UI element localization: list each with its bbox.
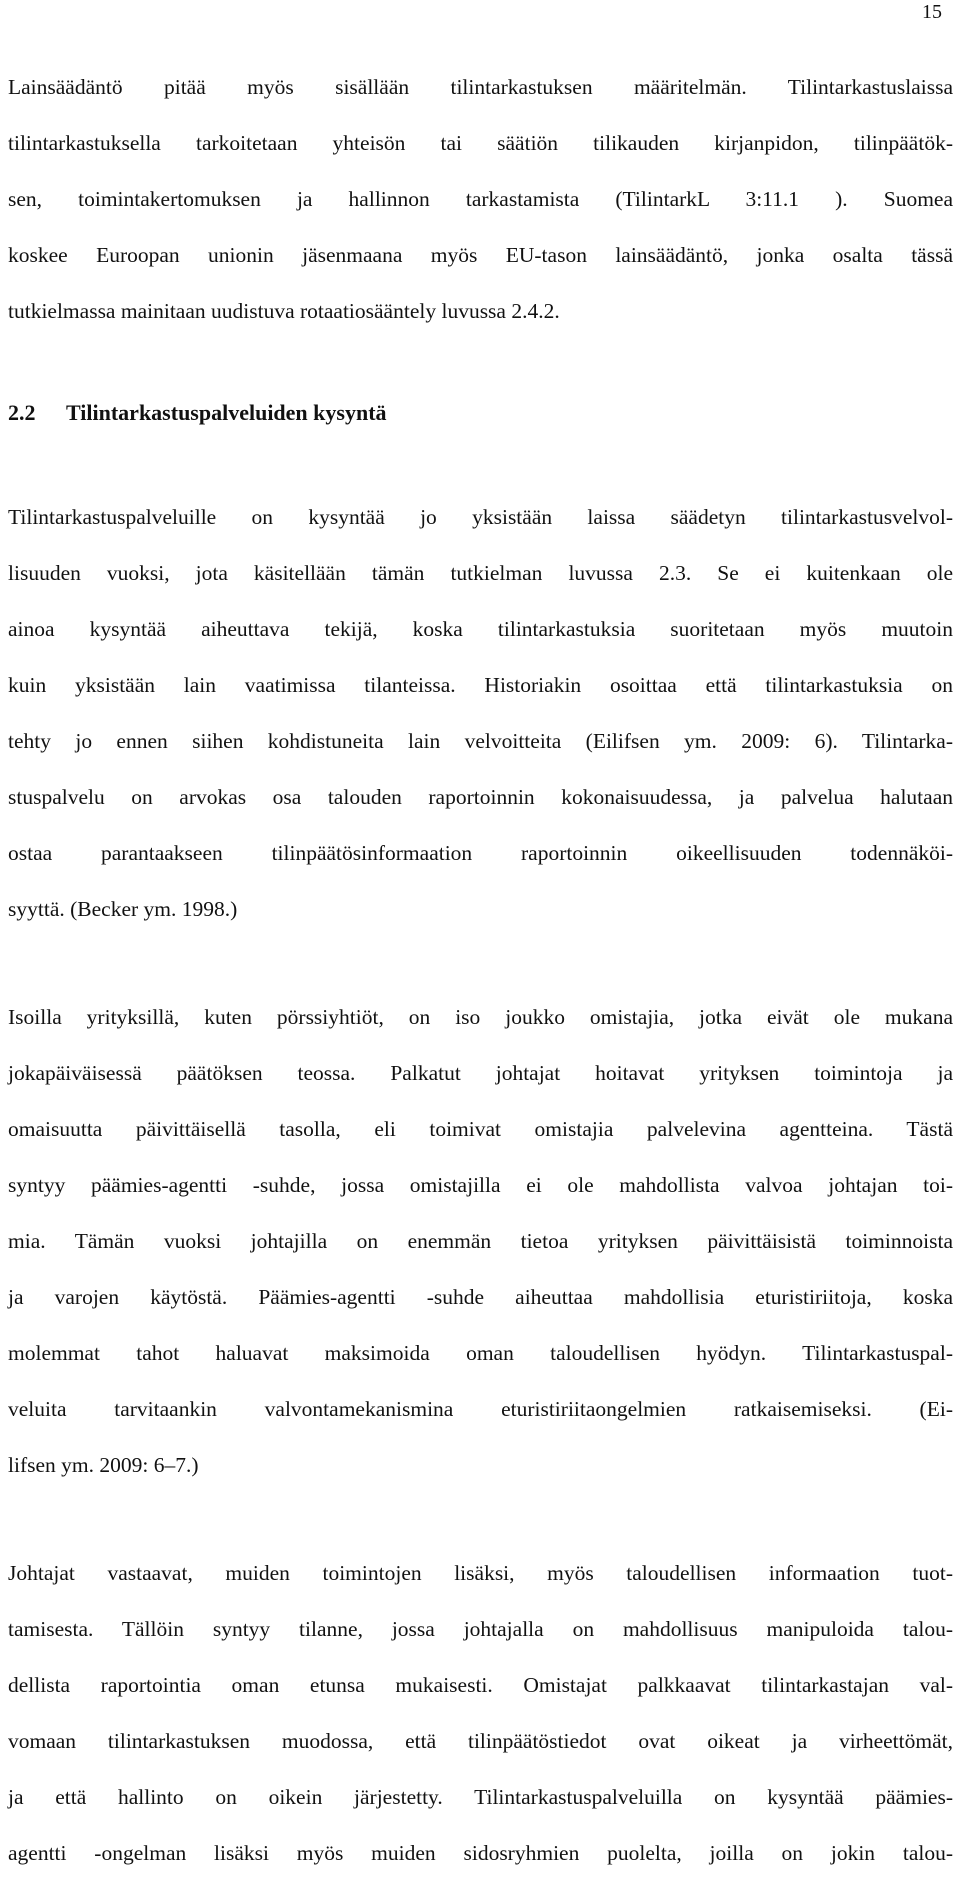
text-line: vomaan tilintarkastuksen muodossa, että tilinpäätöstiedot ovat oikeat ja virheettömät, <box>8 1729 953 1753</box>
paragraph-management-reporting <box>8 1552 953 1888</box>
text-line: ja varojen käytöstä. Päämies-agentti -suhde aiheuttaa mahdollisia eturistiriitoja, koska <box>8 1285 953 1309</box>
section-heading <box>8 392 953 450</box>
text-line: omaisuutta päivittäisellä tasolla, eli toimivat omistajia palvelevina agentteina. Tästä <box>8 1117 953 1141</box>
text-line: ostaa parantaakseen tilinpäätösinformaation raportoinnin oikeellisuuden todennäköi- <box>8 841 953 865</box>
text-line: agentti -ongelman lisäksi myös muiden sidosryhmien puolelta, joilla on jokin talou- <box>8 1841 953 1865</box>
text-line: syyttä. (Becker ym. 1998.) <box>8 897 238 921</box>
text-line: Isoilla yrityksillä, kuten pörssiyhtiöt, on iso joukko omistajia, jotka eivät ole mukana <box>8 1005 953 1029</box>
section-number: 2.2 <box>8 400 36 425</box>
text-line: mia. Tämän vuoksi johtajilla on enemmän tietoa yrityksen päivittäisistä toiminnoista <box>8 1229 953 1253</box>
text-line: veluita tarvitaankin valvontamekanismina eturistiriitaongelmien ratkaisemiseksi. (Ei- <box>8 1397 953 1421</box>
text-line: Lainsäädäntö pitää myös sisällään tilintarkastuksen määritelmän. Tilintarkastuslaissa <box>8 75 953 99</box>
text-line: Tilintarkastuspalveluille on kysyntää jo yksistään laissa säädetyn tilintarkastusvelvol- <box>8 505 953 529</box>
text-line: Johtajat vastaavat, muiden toimintojen lisäksi, myös taloudellisen informaation tuot- <box>8 1561 953 1585</box>
text-line: syntyy päämies-agentti -suhde, jossa omistajilla ei ole mahdollista valvoa johtajan toi- <box>8 1173 953 1197</box>
section-title: Tilintarkastuspalveluiden kysyntä <box>66 400 387 425</box>
text-line: stuspalvelu on arvokas osa talouden raportoinnin kokonaisuudessa, ja palvelua halutaan <box>8 785 953 809</box>
text-line: tamisesta. Tällöin syntyy tilanne, jossa johtajalla on mahdollisuus manipuloida talou- <box>8 1617 953 1641</box>
paragraph-legislation <box>8 66 953 346</box>
text-line: tilintarkastuksella tarkoitetaan yhteisön tai säätiön tilikauden kirjanpidon, tilinpäätök- <box>8 131 953 155</box>
text-line: lisuuden vuoksi, jota käsitellään tämän tutkielman luvussa 2.3. Se ei kuitenkaan ole <box>8 561 953 585</box>
text-line: kuin yksistään lain vaatimissa tilanteissa. Historiakin osoittaa että tilintarkastuksia on <box>8 673 953 697</box>
text-line: ainoa kysyntää aiheuttava tekijä, koska tilintarkastuksia suoritetaan myös muutoin <box>8 617 953 641</box>
page-number: 15 <box>922 1 942 23</box>
text-line: jokapäiväisessä päätöksen teossa. Palkatut johtajat hoitavat yrityksen toimintoja ja <box>8 1061 953 1085</box>
text-line: molemmat tahot haluavat maksimoida oman taloudellisen hyödyn. Tilintarkastuspal- <box>8 1341 953 1365</box>
text-line: ja että hallinto on oikein järjestetty. Tilintarkastuspalveluilla on kysyntää päämies- <box>8 1785 953 1809</box>
text-line: lifsen ym. 2009: 6–7.) <box>8 1453 199 1477</box>
text-line: sen, toimintakertomuksen ja hallinnon tarkastamista (TilintarkL 3:11.1 ). Suomea <box>8 187 953 211</box>
text-line: koskee Euroopan unionin jäsenmaana myös EU-tason lainsäädäntö, jonka osalta tässä <box>8 243 953 267</box>
paragraph-principal-agent <box>8 996 953 1500</box>
text-line: tutkielmassa mainitaan uudistuva rotaatiosääntely luvussa 2.4.2. <box>8 299 560 323</box>
paragraph-demand <box>8 496 953 944</box>
text-line: tehty jo ennen siihen kohdistuneita lain velvoitteita (Eilifsen ym. 2009: 6). Tilintarka- <box>8 729 953 753</box>
text-line: dellista raportointia oman etunsa mukaisesti. Omistajat palkkaavat tilintarkastajan val- <box>8 1673 953 1697</box>
document-body <box>8 66 953 1888</box>
